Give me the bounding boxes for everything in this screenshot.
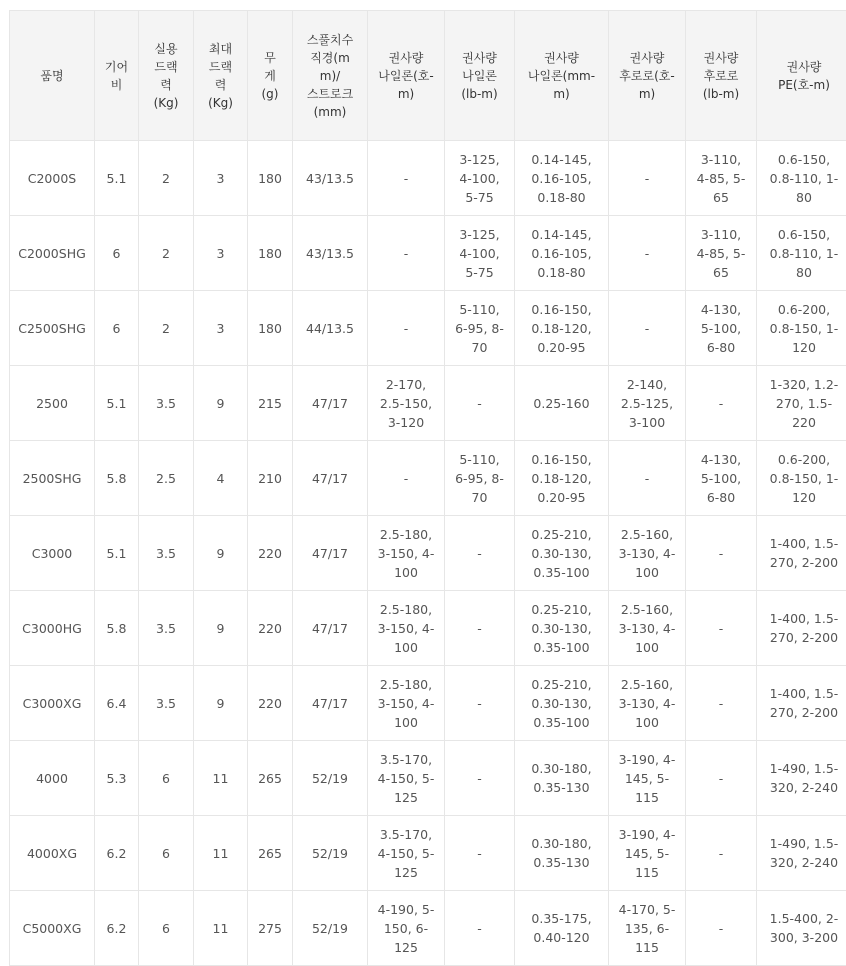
cell-drag: 2.5 xyxy=(139,441,194,516)
cell-drag: 3.5 xyxy=(139,591,194,666)
cell-maxdrag: 11 xyxy=(194,741,248,816)
col-header-nylon-mm: 권사량 나일론(mm- m) xyxy=(515,11,609,141)
cell-drag: 3.5 xyxy=(139,516,194,591)
cell-pe: 1-490, 1.5- 320, 2-240 xyxy=(757,741,846,816)
table-row xyxy=(10,216,846,291)
cell-nylon-mm: 0.25-210, 0.30-130, 0.35-100 xyxy=(515,666,609,741)
cell-fluoro-lb: - xyxy=(686,666,757,741)
cell-drag: 2 xyxy=(139,291,194,366)
cell-weight: 265 xyxy=(248,741,293,816)
cell-weight: 220 xyxy=(248,666,293,741)
table-row xyxy=(10,141,846,216)
cell-name: 4000 xyxy=(10,741,95,816)
cell-weight: 275 xyxy=(248,891,293,966)
cell-nylon-ho: - xyxy=(368,141,445,216)
col-header-fluoro-ho: 권사량 후로로(호- m) xyxy=(609,11,686,141)
cell-weight: 180 xyxy=(248,141,293,216)
cell-weight: 220 xyxy=(248,516,293,591)
col-header-spool: 스풀치수 직경(m m)/ 스트로크 (mm) xyxy=(293,11,368,141)
cell-weight: 180 xyxy=(248,291,293,366)
cell-maxdrag: 3 xyxy=(194,216,248,291)
table-row xyxy=(10,666,846,741)
cell-name: C2000S xyxy=(10,141,95,216)
table-row xyxy=(10,816,846,891)
cell-fluoro-ho: 3-190, 4- 145, 5- 115 xyxy=(609,816,686,891)
cell-pe: 1.5-400, 2- 300, 3-200 xyxy=(757,891,846,966)
cell-gear: 5.3 xyxy=(95,741,139,816)
cell-spool: 47/17 xyxy=(293,366,368,441)
cell-nylon-ho: - xyxy=(368,441,445,516)
cell-fluoro-ho: 2.5-160, 3-130, 4- 100 xyxy=(609,516,686,591)
table-row xyxy=(10,891,846,966)
cell-nylon-lb: - xyxy=(445,816,515,891)
cell-nylon-lb: - xyxy=(445,891,515,966)
cell-spool: 47/17 xyxy=(293,666,368,741)
cell-pe: 1-490, 1.5- 320, 2-240 xyxy=(757,816,846,891)
cell-fluoro-lb: - xyxy=(686,366,757,441)
cell-pe: 0.6-150, 0.8-110, 1- 80 xyxy=(757,216,846,291)
cell-nylon-mm: 0.16-150, 0.18-120, 0.20-95 xyxy=(515,291,609,366)
cell-fluoro-lb: 3-110, 4-85, 5- 65 xyxy=(686,141,757,216)
cell-nylon-ho: - xyxy=(368,291,445,366)
cell-nylon-ho: - xyxy=(368,216,445,291)
cell-nylon-mm: 0.25-160 xyxy=(515,366,609,441)
cell-nylon-mm: 0.14-145, 0.16-105, 0.18-80 xyxy=(515,141,609,216)
cell-nylon-lb: - xyxy=(445,366,515,441)
table-row xyxy=(10,441,846,516)
cell-fluoro-ho: - xyxy=(609,141,686,216)
cell-nylon-lb: 5-110, 6-95, 8- 70 xyxy=(445,441,515,516)
cell-nylon-ho: 2-170, 2.5-150, 3-120 xyxy=(368,366,445,441)
cell-name: C3000HG xyxy=(10,591,95,666)
cell-pe: 0.6-200, 0.8-150, 1- 120 xyxy=(757,441,846,516)
cell-fluoro-lb: - xyxy=(686,891,757,966)
cell-nylon-ho: 2.5-180, 3-150, 4- 100 xyxy=(368,516,445,591)
cell-drag: 3.5 xyxy=(139,666,194,741)
cell-nylon-lb: - xyxy=(445,591,515,666)
cell-drag: 2 xyxy=(139,141,194,216)
cell-drag: 2 xyxy=(139,216,194,291)
cell-nylon-mm: 0.25-210, 0.30-130, 0.35-100 xyxy=(515,516,609,591)
reel-spec-table xyxy=(9,10,846,966)
cell-fluoro-ho: 3-190, 4- 145, 5- 115 xyxy=(609,741,686,816)
cell-nylon-lb: 3-125, 4-100, 5-75 xyxy=(445,216,515,291)
cell-weight: 220 xyxy=(248,591,293,666)
cell-fluoro-lb: 4-130, 5-100, 6-80 xyxy=(686,441,757,516)
cell-nylon-mm: 0.30-180, 0.35-130 xyxy=(515,816,609,891)
cell-drag: 3.5 xyxy=(139,366,194,441)
cell-spool: 47/17 xyxy=(293,591,368,666)
cell-fluoro-ho: - xyxy=(609,441,686,516)
cell-maxdrag: 9 xyxy=(194,366,248,441)
cell-nylon-ho: 2.5-180, 3-150, 4- 100 xyxy=(368,666,445,741)
col-header-name: 품명 xyxy=(10,11,95,141)
cell-maxdrag: 9 xyxy=(194,591,248,666)
cell-gear: 6.4 xyxy=(95,666,139,741)
cell-name: 2500SHG xyxy=(10,441,95,516)
cell-fluoro-ho: - xyxy=(609,216,686,291)
cell-name: C2500SHG xyxy=(10,291,95,366)
cell-fluoro-ho: 4-170, 5- 135, 6- 115 xyxy=(609,891,686,966)
cell-pe: 0.6-150, 0.8-110, 1- 80 xyxy=(757,141,846,216)
cell-spool: 52/19 xyxy=(293,741,368,816)
cell-spool: 52/19 xyxy=(293,891,368,966)
cell-nylon-ho: 3.5-170, 4-150, 5- 125 xyxy=(368,816,445,891)
cell-name: 2500 xyxy=(10,366,95,441)
cell-name: C3000 xyxy=(10,516,95,591)
cell-nylon-mm: 0.35-175, 0.40-120 xyxy=(515,891,609,966)
cell-gear: 5.1 xyxy=(95,366,139,441)
table-body xyxy=(10,141,846,966)
header-row xyxy=(10,11,846,141)
table-row xyxy=(10,291,846,366)
cell-fluoro-lb: - xyxy=(686,516,757,591)
cell-weight: 180 xyxy=(248,216,293,291)
table-row xyxy=(10,366,846,441)
cell-weight: 265 xyxy=(248,816,293,891)
cell-maxdrag: 3 xyxy=(194,141,248,216)
cell-spool: 47/17 xyxy=(293,441,368,516)
cell-fluoro-ho: 2.5-160, 3-130, 4- 100 xyxy=(609,666,686,741)
col-header-weight: 무 게 (g) xyxy=(248,11,293,141)
cell-nylon-lb: 3-125, 4-100, 5-75 xyxy=(445,141,515,216)
cell-pe: 1-400, 1.5- 270, 2-200 xyxy=(757,666,846,741)
col-header-gear-ratio: 기어 비 xyxy=(95,11,139,141)
cell-pe: 1-400, 1.5- 270, 2-200 xyxy=(757,591,846,666)
cell-pe: 1-400, 1.5- 270, 2-200 xyxy=(757,516,846,591)
cell-drag: 6 xyxy=(139,816,194,891)
cell-spool: 52/19 xyxy=(293,816,368,891)
cell-maxdrag: 3 xyxy=(194,291,248,366)
cell-spool: 43/13.5 xyxy=(293,216,368,291)
cell-fluoro-ho: 2-140, 2.5-125, 3-100 xyxy=(609,366,686,441)
cell-gear: 6 xyxy=(95,216,139,291)
cell-maxdrag: 4 xyxy=(194,441,248,516)
cell-nylon-lb: - xyxy=(445,516,515,591)
cell-fluoro-lb: 4-130, 5-100, 6-80 xyxy=(686,291,757,366)
cell-fluoro-lb: - xyxy=(686,816,757,891)
col-header-nylon-lb: 권사량 나일론 (lb-m) xyxy=(445,11,515,141)
col-header-fluoro-lb: 권사량 후로로 (lb-m) xyxy=(686,11,757,141)
cell-nylon-mm: 0.16-150, 0.18-120, 0.20-95 xyxy=(515,441,609,516)
cell-nylon-mm: 0.25-210, 0.30-130, 0.35-100 xyxy=(515,591,609,666)
cell-nylon-lb: - xyxy=(445,666,515,741)
cell-name: C5000XG xyxy=(10,891,95,966)
col-header-drag: 실용 드랙 력 (Kg) xyxy=(139,11,194,141)
cell-weight: 215 xyxy=(248,366,293,441)
cell-nylon-mm: 0.14-145, 0.16-105, 0.18-80 xyxy=(515,216,609,291)
col-header-nylon-ho: 권사량 나일론(호- m) xyxy=(368,11,445,141)
cell-spool: 43/13.5 xyxy=(293,141,368,216)
cell-nylon-lb: - xyxy=(445,741,515,816)
cell-spool: 44/13.5 xyxy=(293,291,368,366)
cell-spool: 47/17 xyxy=(293,516,368,591)
cell-drag: 6 xyxy=(139,891,194,966)
cell-pe: 0.6-200, 0.8-150, 1- 120 xyxy=(757,291,846,366)
table-row xyxy=(10,741,846,816)
table-row xyxy=(10,516,846,591)
cell-gear: 5.1 xyxy=(95,141,139,216)
cell-gear: 5.8 xyxy=(95,591,139,666)
cell-fluoro-ho: 2.5-160, 3-130, 4- 100 xyxy=(609,591,686,666)
cell-nylon-ho: 3.5-170, 4-150, 5- 125 xyxy=(368,741,445,816)
cell-gear: 6 xyxy=(95,291,139,366)
cell-gear: 5.8 xyxy=(95,441,139,516)
table-row xyxy=(10,591,846,666)
cell-name: C2000SHG xyxy=(10,216,95,291)
cell-drag: 6 xyxy=(139,741,194,816)
cell-pe: 1-320, 1.2- 270, 1.5- 220 xyxy=(757,366,846,441)
cell-nylon-mm: 0.30-180, 0.35-130 xyxy=(515,741,609,816)
cell-gear: 6.2 xyxy=(95,891,139,966)
col-header-max-drag: 최대 드랙 력 (Kg) xyxy=(194,11,248,141)
col-header-pe: 권사량 PE(호-m) xyxy=(757,11,846,141)
cell-nylon-ho: 2.5-180, 3-150, 4- 100 xyxy=(368,591,445,666)
cell-name: C3000XG xyxy=(10,666,95,741)
cell-fluoro-lb: - xyxy=(686,741,757,816)
cell-gear: 5.1 xyxy=(95,516,139,591)
cell-weight: 210 xyxy=(248,441,293,516)
cell-name: 4000XG xyxy=(10,816,95,891)
cell-gear: 6.2 xyxy=(95,816,139,891)
cell-maxdrag: 9 xyxy=(194,666,248,741)
cell-nylon-lb: 5-110, 6-95, 8- 70 xyxy=(445,291,515,366)
cell-fluoro-lb: 3-110, 4-85, 5- 65 xyxy=(686,216,757,291)
cell-maxdrag: 11 xyxy=(194,816,248,891)
cell-fluoro-lb: - xyxy=(686,591,757,666)
cell-fluoro-ho: - xyxy=(609,291,686,366)
cell-maxdrag: 9 xyxy=(194,516,248,591)
cell-nylon-ho: 4-190, 5- 150, 6- 125 xyxy=(368,891,445,966)
cell-maxdrag: 11 xyxy=(194,891,248,966)
